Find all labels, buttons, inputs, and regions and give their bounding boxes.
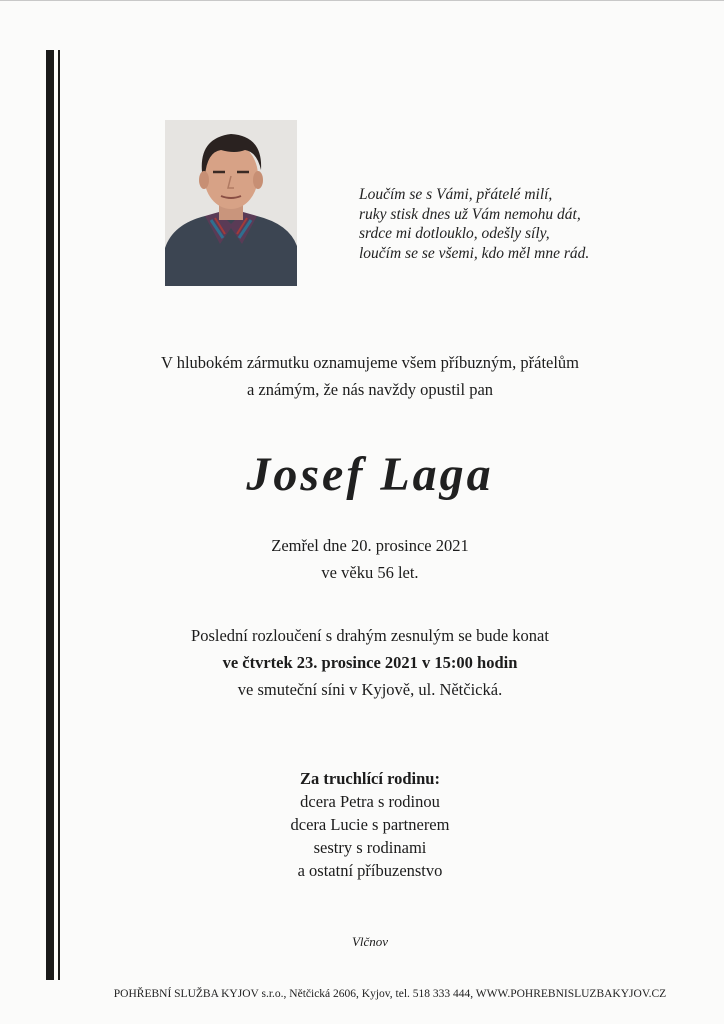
poem-line: ruky stisk dnes už Vám nemohu dát, bbox=[359, 205, 581, 223]
farewell-poem bbox=[359, 185, 679, 263]
deceased-name: Josef Laga bbox=[246, 448, 494, 501]
mourning-bar-thick bbox=[46, 50, 54, 980]
portrait-photo bbox=[165, 120, 297, 286]
family-member: dcera Lucie s partnerem bbox=[290, 815, 450, 834]
poem-line: srdce mi dotlouklo, odešly síly, bbox=[359, 225, 550, 242]
funeral-datetime: ve čtvrtek 23. prosince 2021 v 15:00 hodin bbox=[222, 653, 518, 672]
intro-line: V hlubokém zármutku oznamujeme všem příbuzným, přátelům bbox=[160, 353, 580, 372]
intro-line: a známým, že nás navždy opustil pan bbox=[246, 380, 494, 399]
funeral-service-footer: POHŘEBNÍ SLUŽBA KYJOV s.r.o., Nětčická 2606, Kyjov, tel. 518 333 444, WWW.POHREBNISLUZBAKYJOV.CZ bbox=[113, 988, 667, 1000]
poem-line: Loučím se s Vámi, přátelé milí, bbox=[359, 186, 553, 203]
family-member: a ostatní příbuzenstvo bbox=[297, 861, 443, 880]
top-border-line bbox=[0, 0, 724, 1]
death-info bbox=[60, 532, 680, 586]
announcement-intro bbox=[60, 349, 680, 403]
family-member: sestry s rodinami bbox=[313, 838, 427, 857]
death-date: Zemřel dne 20. prosince 2021 bbox=[271, 536, 469, 555]
family-member: dcera Petra s rodinou bbox=[300, 792, 440, 811]
poem-line: loučím se se všemi, kdo měl mne rád. bbox=[359, 244, 590, 262]
death-age: ve věku 56 let. bbox=[321, 563, 419, 582]
mourning-family bbox=[60, 767, 680, 882]
funeral-location: ve smuteční síni v Kyjově, ul. Nětčická. bbox=[237, 680, 503, 699]
funeral-intro: Poslední rozloučení s drahým zesnulým se bude konat bbox=[191, 626, 549, 645]
place-name: Vlčnov bbox=[351, 934, 389, 949]
funeral-info bbox=[60, 622, 680, 703]
family-heading: Za truchlící rodinu: bbox=[300, 769, 440, 788]
